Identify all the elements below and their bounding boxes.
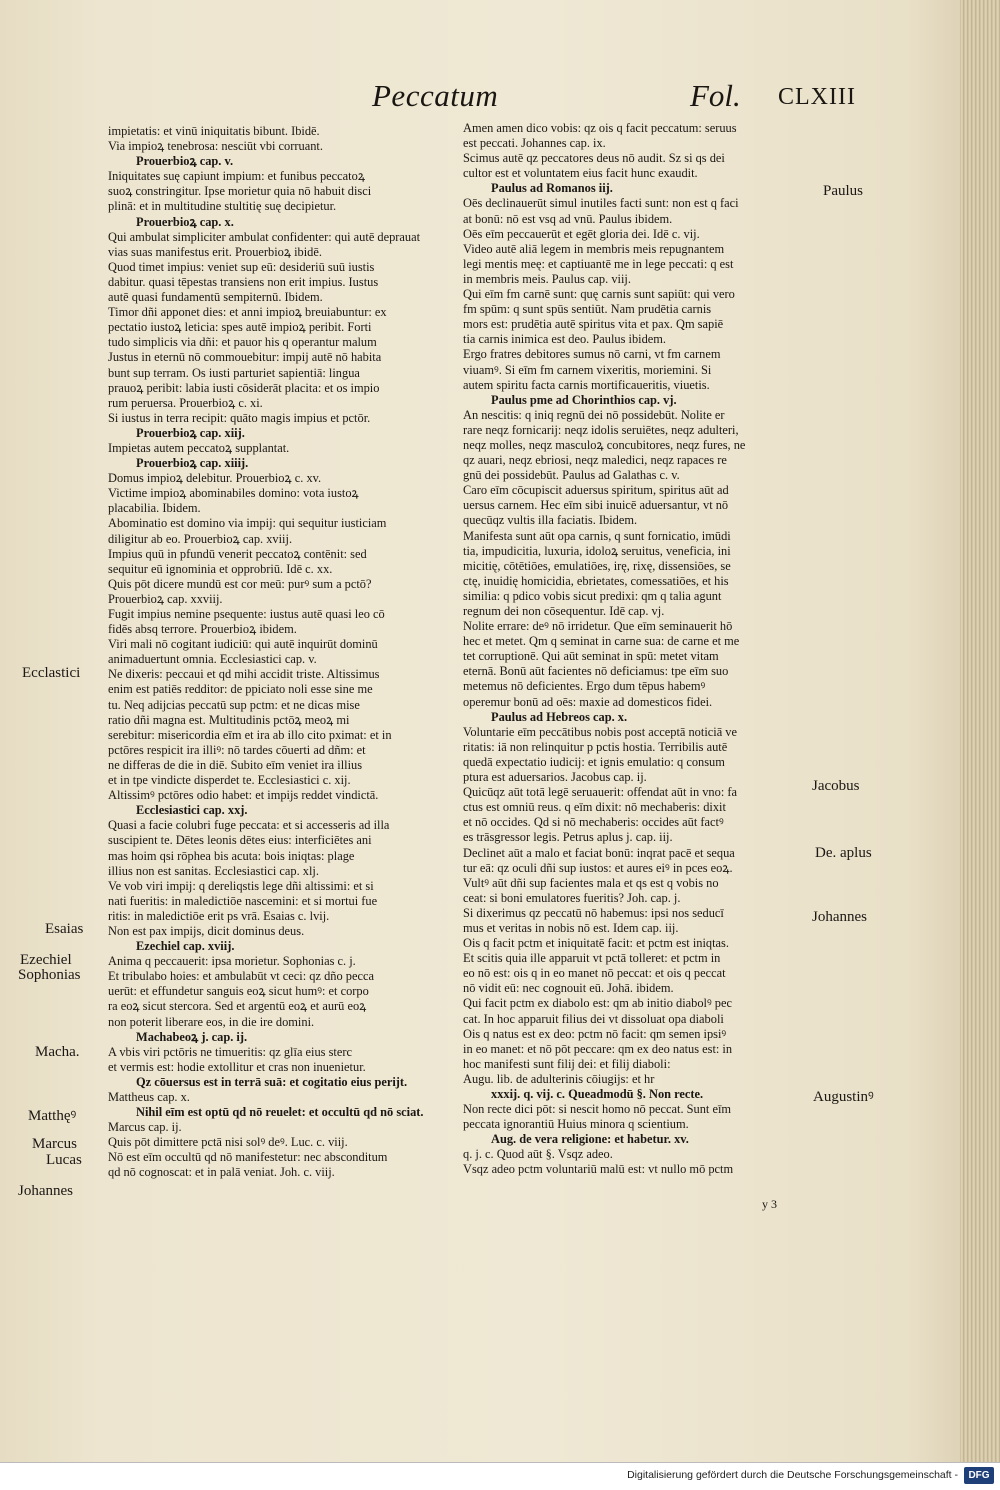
- text-line: Viri mali nō cogitant iudiciū: qui autē inquirūt dominū: [108, 637, 378, 652]
- text-line: Iniquitates suę capiunt impium: et funibus peccatoꝝ: [108, 169, 365, 184]
- text-line: An nescitis: q iniq regnū dei nō possidebūt. Nolite er: [463, 407, 725, 422]
- running-title: Peccatum: [372, 78, 499, 113]
- text-line: tia carnis inimica est deo. Paulus ibidem.: [463, 332, 667, 347]
- text-line: regnum dei non cōsequentur. Idē cap. vj.: [463, 604, 665, 618]
- text-line: Oēs declinauerūt simul inutiles facti sunt: non est q faci: [463, 196, 739, 211]
- text-line: Declinet aūt a malo et faciat bonū: inqrat pacē et sequa: [463, 845, 735, 860]
- text-line: eo nō est: ois q in eo manet nō peccat: et ois q peccat: [463, 966, 726, 981]
- text-line: Impietas autem peccatoꝝ supplantat.: [108, 440, 290, 455]
- text-line: cultor est et voluntatem eius facit hunc exaudit.: [463, 166, 698, 181]
- text-line: hoc manifesti sunt filij dei: et filij diaboli:: [463, 1056, 671, 1071]
- signature-mark: y 3: [762, 1197, 777, 1211]
- text-line: pctōres respicit ira illiꝰ: nō tardes cōuerti ad dñm: et: [108, 742, 366, 757]
- text-line: Prouerbioꝝ cap. xxviij.: [108, 591, 223, 606]
- section-heading: Prouerbioꝝ cap. x.: [136, 214, 234, 229]
- text-line: fidēs absq terrore. Prouerbioꝝ ibidem.: [108, 622, 297, 637]
- text-line: rare neqz fornicarij: neqz idolis seruiētes, neqz adulteri,: [463, 422, 739, 437]
- text-line: gnū dei possidebūt. Paulus ad Galathas c. v.: [463, 468, 680, 483]
- text-line: suoꝝ constringitur. Ipse morietur quia nō habuit disci: [108, 184, 372, 199]
- text-line: at bonū: nō est vsq ad vnū. Paulus ibidem.: [463, 211, 673, 226]
- text-line: uersus carnem. Hec eīm sibi inuicē aduersantur, vt nō: [463, 498, 729, 513]
- text-line: ne differas de die in diē. Subito eīm veniet ira illius: [108, 757, 363, 772]
- text-line: operemur bonū ad oēs: maxie ad domesticos fidei.: [463, 694, 713, 709]
- margin-note-augustinus: Augustinꝰ: [813, 1089, 874, 1105]
- section-heading: xxxij. q. vij. c. Queadmodū §. Non recte.: [491, 1087, 704, 1101]
- text-line: quedā expectatio iudicij: et ignis emulatio: q consum: [463, 754, 725, 769]
- text-line: Vultꝰ aūt dñi sup facientes mala et qs est q vobis no: [463, 875, 719, 890]
- margin-note-de-aplus: De. aplus: [815, 845, 872, 861]
- text-line: vias suas manifestus erit. Prouerbioꝝ ibidē.: [108, 244, 322, 259]
- text-line: Ois q facit pctm et iniquitatē facit: et pctm est iniqtas.: [463, 936, 729, 951]
- section-heading: Machabeoꝝ j. cap. ij.: [136, 1029, 248, 1044]
- text-line: Scimus autē qz peccatores deus nō audit. Sz si qs dei: [463, 151, 725, 166]
- text-line: Nō est eīm occultū qd nō manifestetur: nec absconditum: [108, 1150, 388, 1165]
- text-line: ra eoꝝ sicut stercora. Sed et argentū eoꝝ et aurū eoꝝ: [108, 999, 367, 1014]
- text-line: in membris meis. Paulus cap. viij.: [463, 271, 631, 286]
- text-line: A vbis viri pctōris ne timueritis: qz glīa eius sterc: [108, 1044, 352, 1059]
- text-line: tia, impudicitia, luxuria, idoloꝝ seruitus, veneficia, ini: [463, 543, 731, 558]
- text-line: Amen amen dico vobis: qz ois q facit peccatum: seruus: [463, 121, 737, 135]
- text-line: Timor dñi apponet dies: et anni impioꝝ breuiabuntur: ex: [108, 305, 387, 320]
- text-line: enim est patiēs redditor: de ppiciato noli esse sine me: [108, 682, 373, 697]
- text-line: pectatio iustoꝝ leticia: spes autē impioꝝ peribit. Forti: [108, 320, 372, 335]
- section-heading: Ecclesiastici cap. xxj.: [136, 803, 248, 818]
- text-line: tur eā: qz oculi dñi sup iustos: et aures eiꝰ in pces eoꝝ.: [463, 860, 733, 875]
- folio-number: CLXIII: [778, 84, 856, 110]
- text-line: nati fueritis: in maledictiōe nascemini: et si mortui fue: [108, 893, 378, 908]
- text-line: Abominatio est domino via impij: qui sequitur iusticiam: [108, 516, 387, 531]
- text-line: Si iustus in terra recipit: quāto magis impius et pctōr.: [108, 410, 371, 425]
- text-line: Altissimꝰ pctōres odio habet: et impijs reddet vindictā.: [108, 788, 379, 803]
- text-line: micitię, cōtētiōes, emulatiōes, irę, rixę, dissensiōes, se: [463, 558, 731, 573]
- text-line: mors est: prudētia autē spiritus vita et pax. Qm sapiē: [463, 317, 724, 332]
- text-line: Quis pōt dimittere pctā nisi solꝰ deꝰ. Luc. c. viij.: [108, 1135, 348, 1150]
- section-heading: Qz cōuersus est in terrā suā: et cogitatio eius perijt.: [136, 1074, 408, 1089]
- text-line: legi mentis meę: et captiuantē me in lege peccati: q est: [463, 256, 734, 271]
- text-line: illius non est sanitas. Ecclesiastici cap. xlj.: [108, 863, 319, 878]
- text-line: Caro eīm cōcupiscit aduersus spiritum, spiritus aūt ad: [463, 483, 729, 498]
- text-line: Qui ambulat simpliciter ambulat confidenter: qui autē deprauat: [108, 229, 421, 244]
- text-line: animaduertunt omnia. Ecclesiastici cap. v.: [108, 652, 317, 667]
- text-line: fm spūm: q sunt spūs sentiūt. Nam prudētia carnis: [463, 302, 712, 317]
- text-line: qz auari, neqz ebriosi, neqz maledici, neqz rapaces re: [463, 453, 727, 468]
- section-heading: Paulus pme ad Chorinthios cap. vj.: [491, 392, 677, 407]
- text-line: es trāsgressor legis. Petrus aplus j. cap. iij.: [463, 830, 673, 845]
- text-line: Mattheus cap. x.: [108, 1090, 190, 1104]
- text-line: serebitur: misericordia eīm et ira ab illo cito pximat: et in: [108, 727, 392, 742]
- text-line: Quis pōt dicere mundū est cor meū: purꝰ sum a pctō?: [108, 576, 372, 591]
- text-line: non poterit liberare eos, in die ire domini.: [108, 1014, 315, 1029]
- text-line: et in tpe vindicte disperdet te. Ecclesiastici c. xij.: [108, 773, 351, 788]
- left-text-column: [108, 124, 458, 1181]
- text-line: autem spiritu facta carnis mortificaueritis, viuetis.: [463, 377, 710, 392]
- section-heading: Prouerbioꝝ cap. v.: [136, 154, 234, 169]
- text-line: ratio dñi magna est. Multitudinis pctōꝝ meoꝝ mi: [108, 712, 350, 727]
- text-line: ceat: si boni emulatores fueritis? Joh. cap. j.: [463, 890, 681, 905]
- margin-note-lucas: Lucas: [46, 1152, 82, 1168]
- text-line: sequitur eū ignominia et opprobriū. Idē c. xx.: [108, 561, 333, 576]
- text-line: Non est pax impijs, dicit dominus deus.: [108, 923, 305, 938]
- text-line: eternā. Bonū aūt facientes nō deficiamus: tpe eīm suo: [463, 664, 729, 679]
- section-heading: Ezechiel cap. xviij.: [136, 939, 235, 954]
- text-line: Et scitis quia ille apparuit vt pctā tolleret: et pctm in: [463, 951, 721, 966]
- margin-note-ecclesiastici: Ecclastici: [22, 665, 81, 681]
- text-line: Et tribulabo hoies: et ambulabūt vt ceci: qz dño pecca: [108, 969, 374, 984]
- text-line: Oēs eīm peccauerūt et egēt gloria dei. Idē c. vij.: [463, 226, 700, 241]
- text-line: neqz molles, neqz masculoꝝ concubitores, neqz fures, ne: [463, 437, 746, 452]
- margin-note-johannes-right: Johannes: [812, 909, 867, 925]
- text-line: tudo simplicis via dñi: et pauor his q operantur malum: [108, 335, 377, 350]
- page-edge: [960, 0, 1000, 1462]
- section-heading: Paulus ad Romanos iij.: [491, 181, 613, 196]
- text-line: Via impioꝝ tenebrosa: nesciūt vbi corruant.: [108, 139, 323, 154]
- text-line: hec et metet. Qm q seminat in carne sua: de carne et me: [463, 634, 740, 649]
- text-line: uerūt: et effundetur sanguis eoꝝ sicut humꝰ: et corpo: [108, 984, 369, 999]
- margin-note-esaias: Esaias: [45, 921, 84, 937]
- text-line: plinā: et in multitudine stultitię suę decipietur.: [108, 199, 337, 214]
- text-line: Impius quū in pfundū venerit peccatoꝝ contēnit: sed: [108, 546, 367, 561]
- margin-note-ezechiel: Ezechiel: [20, 952, 72, 968]
- text-line: qd nō cognoscat: et in palā veniat. Joh. c. viij.: [108, 1165, 335, 1180]
- section-heading: Nihil eīm est optū qd nō reuelet: et occultū qd nō sciat.: [136, 1105, 424, 1120]
- text-line: metemus nō deficientes. Ergo dum tēpus habemꝰ: [463, 679, 706, 694]
- text-line: Augu. lib. de adulterinis cōiugijs: et hr: [463, 1071, 655, 1086]
- text-line: Ois q natus est ex deo: pctm nō facit: qm semen ipsiꝰ: [463, 1026, 727, 1041]
- text-line: Victime impioꝝ abominabiles domino: vota iustoꝝ: [108, 486, 359, 501]
- text-line: Quod timet impius: veniet sup eū: desideriū suū iustis: [108, 259, 375, 274]
- margin-note-johannes-left: Johannes: [18, 1183, 73, 1199]
- text-line: tet corruptionē. Qui aūt seminat in spū: metet vitam: [463, 649, 719, 664]
- right-text-column: [463, 121, 819, 1178]
- text-line: ctus est omniū reus. q eīm dixit: nō mechaberis: dixit: [463, 800, 726, 815]
- text-line: est peccati. Johannes cap. ix.: [463, 136, 606, 151]
- text-line: Qui facit pctm ex diabolo est: qm ab initio diabolꝰ pec: [463, 996, 733, 1011]
- text-line: Quicūqz aūt totā legē seruauerit: offendat aūt in vno: fa: [463, 785, 737, 800]
- text-line: in eo manet: et nō pōt peccare: qm ex deo natus est: in: [463, 1041, 733, 1056]
- margin-note-mattheus: Matthęꝰ: [28, 1108, 77, 1124]
- text-line: ritis: in maledictiōe erit ps vrā. Esaias c. lvij.: [108, 908, 330, 923]
- text-line: Si dixerimus qz peccatū nō habemus: ipsi nos seducī: [463, 905, 724, 920]
- text-line: ritatis: iā non relinquitur p pctis hostia. Terribilis autē: [463, 739, 728, 754]
- section-heading: Prouerbioꝝ cap. xiij.: [136, 425, 245, 440]
- text-line: Non recte dici pōt: si nescit homo nō peccat. Sunt eīm: [463, 1102, 732, 1117]
- text-line: diligitur ab eo. Prouerbioꝝ cap. xviij.: [108, 531, 293, 546]
- text-line: dabitur. quasi tēpestas transiens non erit impius. Iustus: [108, 274, 379, 289]
- section-heading: Paulus ad Hebreos cap. x.: [491, 709, 628, 724]
- margin-note-jacobus: Jacobus: [812, 778, 860, 794]
- text-line: cat. In hoc apparuit filius dei vt dissoluat opa diaboli: [463, 1011, 724, 1026]
- text-line: Nolite errare: deꝰ nō irridetur. Que eīm seminauerit hō: [463, 619, 733, 634]
- text-line: Domus impioꝝ delebitur. Prouerbioꝝ c. xv.: [108, 471, 322, 486]
- text-line: Vsqz adeo pctm voluntariū malū est: vt nullo mō pctm: [463, 1162, 734, 1177]
- text-line: Qui eīm fm carnē sunt: quę carnis sunt sapiūt: qui vero: [463, 287, 735, 302]
- text-line: Ve vob viri impij: q dereliqstis lege dñi altissimi: et si: [108, 878, 374, 893]
- text-line: Manifesta sunt aūt opa carnis, q sunt fornicatio, imūdi: [463, 528, 731, 543]
- text-line: Anima q peccauerit: ipsa morietur. Sophonias c. j.: [108, 954, 356, 969]
- text-line: Marcus cap. ij.: [108, 1120, 182, 1135]
- text-line: ptura est aduersarios. Jacobus cap. ij.: [463, 770, 647, 785]
- section-heading: Prouerbioꝝ cap. xiiij.: [136, 456, 249, 471]
- text-line: tu. Neq adijcias peccatū sup pctm: et ne dicas mise: [108, 697, 360, 712]
- text-line: prauoꝝ peribit: labia iusti cōsiderāt placita: et os impio: [108, 380, 380, 395]
- text-line: mus et veritas in nobis nō est. Idem cap. iij.: [463, 920, 679, 935]
- text-line: ctę, inuidię homicidia, ebrietates, comessatiōes, et his: [463, 573, 729, 588]
- text-line: et vermis est: hodie extollitur et cras non inuenietur.: [108, 1059, 366, 1074]
- text-line: Ne dixeris: peccaui et qd mihi accidit triste. Altissimus: [108, 667, 380, 682]
- text-line: viuamꝰ. Si eīm fm carnem vixeritis, moriemini. Si: [463, 362, 712, 377]
- text-line: rum peruersa. Prouerbioꝝ c. xi.: [108, 395, 263, 410]
- text-line: Fugit impius nemine psequente: iustus autē quasi leo cō: [108, 607, 385, 621]
- text-line: q. j. c. Quod aūt §. Vsqz adeo.: [463, 1147, 613, 1162]
- text-line: placabilia. Ibidem.: [108, 501, 201, 516]
- margin-note-sophonias: Sophonias: [18, 967, 81, 983]
- text-line: mas hoim qsi rōphea bis acuta: bois iniqtas: plage: [108, 848, 355, 863]
- section-heading: Aug. de vera religione: et habetur. xv.: [491, 1132, 689, 1147]
- text-line: similia: q pdico vobis sicut predixi: qm q talia agunt: [463, 588, 722, 603]
- margin-note-marcus: Marcus: [32, 1136, 77, 1152]
- text-line: bunt sup terram. Os iusti parturiet sapientiā: lingua: [108, 365, 360, 380]
- folio-label: Fol.: [690, 78, 741, 113]
- dfg-logo: DFG: [964, 1467, 994, 1484]
- text-line: Justus in eternū nō commouebitur: impij autē nō habita: [108, 350, 382, 365]
- text-line: autē quasi fundamentū sempiternū. Ibidem.: [108, 290, 323, 305]
- text-line: Ergo fratres debitores sumus nō carni, vt fm carnem: [463, 347, 721, 362]
- margin-note-macha: Macha.: [35, 1044, 80, 1060]
- text-line: Voluntarie eīm peccātibus nobis post acceptā noticiā ve: [463, 724, 737, 739]
- text-line: suscipient te. Dētes leonis dētes eius: interficiētes ani: [108, 833, 372, 848]
- text-line: impietatis: et vinū iniquitatis bibunt. Ibidē.: [108, 124, 320, 138]
- text-line: nō vidit eū: nec cognouit eū. Johā. ibidem.: [463, 981, 674, 996]
- text-line: et nō occides. Qd si nō mechaberis: occides aūt factꝰ: [463, 815, 724, 830]
- text-line: quecūqz vultis illa faciatis. Ibidem.: [463, 513, 638, 528]
- margin-note-paulus: Paulus: [823, 183, 864, 199]
- footer-bar: [0, 1462, 1000, 1490]
- text-line: Quasi a facie colubri fuge peccata: et si accesseris ad illa: [108, 818, 390, 833]
- text-line: peccata ignorantiū Huius minora q scientium.: [463, 1117, 689, 1132]
- footer-credit: Digitalisierung gefördert durch die Deutsche Forschungsgemeinschaft -: [627, 1469, 958, 1481]
- text-line: Video autē aliā legem in membris meis repugnantem: [463, 241, 725, 256]
